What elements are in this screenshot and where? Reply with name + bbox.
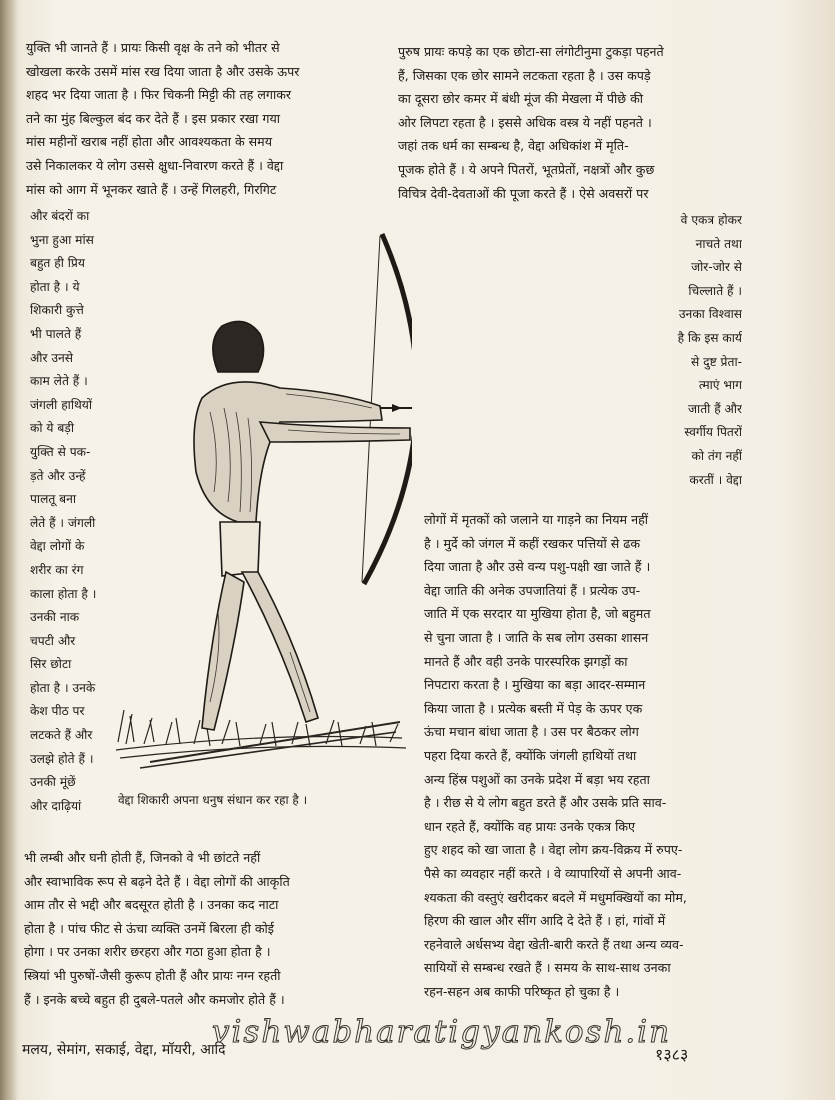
text-line: धान रहते हैं, क्योंकि वह प्रायः उनके एकत्र किए xyxy=(424,818,635,834)
watermark-text: vishwabharatigyankosh.in xyxy=(212,1014,672,1050)
text-line: चिल्लाते हैं । xyxy=(688,283,742,298)
text-line: हुए शहद को खा जाता है । वेद्दा लोग क्रय-विक्रय में रुपए- xyxy=(424,842,683,858)
text-line: वे एकत्र होकर xyxy=(680,213,742,227)
text-line: किया जाता है । प्रत्येक बस्ती में पेड़ के ऊपर एक xyxy=(424,700,643,716)
text-line: करतीं । वेद्दा xyxy=(689,472,742,487)
text-line: वेद्दा लोगों के xyxy=(30,539,85,554)
text-line: श्यकता की वस्तुएं खरीदकर बदले में मधुमक्खियों का मोम, xyxy=(424,889,687,905)
right-column-top-text xyxy=(398,40,780,205)
text-line: स्वर्गीय पितरों xyxy=(684,425,742,440)
text-line: निपटारा करता है । मुखिया का बड़ा आदर-सम्मान xyxy=(424,677,646,693)
text-line: आम तौर से भद्दी और बदसूरत होती है । उनका कद नाटा xyxy=(24,897,279,913)
text-line: भुना हुआ मांस xyxy=(30,232,94,247)
text-line: उलझे होते हैं । xyxy=(30,751,94,766)
text-line: उनकी नाक xyxy=(30,610,80,625)
text-line: रहन-सहन अब काफी परिष्कृत हो चुका है । xyxy=(424,983,620,999)
left-column-wrapped-text xyxy=(30,205,122,818)
text-line: का दूसरा छोर कमर में बंधी मूंज की मेखला में पीछे की xyxy=(398,91,644,107)
text-line: है कि इस कार्य xyxy=(677,330,742,345)
text-line: होगा । पर उनका शरीर छरहरा और गठा हुआ होता है । xyxy=(24,944,271,960)
text-line: शहद भर दिया जाता है । फिर चिकनी मिट्टी की तह लगाकर xyxy=(26,87,292,103)
figure-caption: वेद्दा शिकारी अपना धनुष संधान कर रहा है । xyxy=(118,793,308,807)
text-line: दिया जाता है और उसे वन्य पशु-पक्षी खा जाते हैं । xyxy=(424,559,651,575)
text-line: युक्ति भी जानते हैं । प्रायः किसी वृक्ष के तने को भीतर से xyxy=(26,40,280,55)
text-line: वेद्दा जाति की अनेक उपजातियां हैं । प्रत्येक उप- xyxy=(424,582,641,598)
text-line: चपटी और xyxy=(30,633,76,648)
text-line: तने का मुंह बिल्कुल बंद कर देते हैं । इस प्रकार रखा गया xyxy=(26,110,281,126)
text-line: शरीर का रंग xyxy=(30,562,84,577)
text-line: काम लेते हैं । xyxy=(30,374,88,389)
right-column-wrapped-text xyxy=(636,209,742,492)
text-line: हैं । इनके बच्चे बहुत ही दुबले-पतले और कमजोर होते हैं । xyxy=(24,991,285,1007)
archer-illustration xyxy=(110,222,412,822)
text-line: मांस को आग में भूनकर खाते हैं । उन्हें गिलहरी, गिरगिट xyxy=(26,181,277,197)
text-line: उसे निकालकर ये लोग उससे क्षुधा-निवारण करते हैं । वेद्दा xyxy=(26,157,284,173)
text-line: और स्वाभाविक रूप से बढ़ने देते हैं । वेद्दा लोगों की आकृति xyxy=(24,873,290,889)
text-line: विचित्र देवी-देवताओं की पूजा करते हैं । ऐसे अवसरों पर xyxy=(398,185,649,201)
text-line: जाती हैं और xyxy=(688,401,742,416)
text-line: जंगली हाथियों xyxy=(30,397,92,412)
text-line: भी लम्बी और घनी होती हैं, जिनको वे भी छांटते नहीं xyxy=(24,850,261,865)
text-line: हिरण की खाल और सींग आदि दे देते हैं । हां, गांवों में xyxy=(424,913,666,929)
text-line: सायियों से सम्बन्ध रखते हैं । समय के साथ-साथ उनका xyxy=(424,960,671,976)
text-line: जाति में एक सरदार या मुखिया होता है, जो बहुमत xyxy=(424,606,651,622)
text-line: होता है । उनके xyxy=(30,680,96,695)
text-line: और दाढ़ियां xyxy=(30,798,82,813)
left-column-bottom-text xyxy=(24,846,382,1011)
page-number: १३८३ xyxy=(655,1045,689,1064)
text-line: से चुना जाता है । जाति के सब लोग उसका शासन xyxy=(424,629,649,645)
text-line: हैं, जिसका एक छोर सामने लटकता रहता है । उस कपड़े xyxy=(398,67,651,83)
text-line: शिकारी कुत्ते xyxy=(30,303,84,318)
text-line: लटकते हैं और xyxy=(30,728,93,743)
running-footer: मलय, सेमांग, सकाई, वेद्दा, मॉयरी, आदि xyxy=(22,1042,226,1058)
text-line: काला होता है । xyxy=(30,586,97,601)
text-line: जोर-जोर से xyxy=(691,260,742,275)
text-line: पालतू बना xyxy=(30,492,77,507)
text-line: बहुत ही प्रिय xyxy=(30,256,85,271)
text-line: युक्ति से पक- xyxy=(30,444,91,459)
text-line: ओर लिपटा रहता है । इससे अधिक वस्त्र ये नहीं पहनते । xyxy=(398,114,652,130)
text-line: खोखला करके उसमें मांस रख दिया जाता है और उसके ऊपर xyxy=(26,63,300,79)
text-line: सिर छोटा xyxy=(30,657,72,672)
text-line: भी पालते हैं xyxy=(30,326,82,341)
left-column-top-text xyxy=(26,36,382,201)
text-line: पैसे का व्यवहार नहीं करते । वे व्यापारियों से अपनी आव- xyxy=(424,865,682,881)
text-line: है । रीछ से ये लोग बहुत डरते हैं और उसके प्रति साव- xyxy=(424,795,667,811)
text-line: और बंदरों का xyxy=(30,209,90,223)
text-line: लोगों में मृतकों को जलाने या गाड़ने का नियम नहीं xyxy=(424,512,649,527)
text-line: पुरुष प्रायः कपड़े का एक छोटा-सा लंगोटीनुमा टुकड़ा पहनते xyxy=(398,44,664,59)
right-column-bottom-text xyxy=(424,508,770,1003)
text-line: अन्य हिंस्र पशुओं का उनके प्रदेश में बड़ा भय रहता xyxy=(424,771,650,787)
text-line: पहरा दिया करते हैं, क्योंकि जंगली हाथियों तथा xyxy=(424,747,637,763)
text-line: मांस महीनों खराब नहीं होता और आवश्यकता के समय xyxy=(26,134,272,150)
page-binding-edge xyxy=(0,0,18,1100)
text-line: स्त्रियां भी पुरुषों-जैसी कुरूप होती हैं और प्रायः नग्न रहती xyxy=(24,967,281,983)
text-line: ड़ते और उन्हें xyxy=(30,468,86,483)
text-line: त्माएं भाग xyxy=(698,378,742,393)
text-line: मानते हैं और वही उनके पारस्परिक झगड़ों का xyxy=(424,653,628,669)
text-line: जहां तक धर्म का सम्बन्ध है, वेद्दा अधिकांश में मृति- xyxy=(398,138,629,154)
text-line: उनकी मूंछें xyxy=(30,775,76,790)
text-line: है । मुर्दे को जंगल में कहीं रखकर पत्तियों से ढक xyxy=(424,535,641,551)
text-line: रहनेवाले अर्धसभ्य वेद्दा खेती-बारी करते हैं तथा अन्य व्यव- xyxy=(424,936,684,952)
text-line: नाचते तथा xyxy=(695,236,742,251)
text-line: से दुष्ट प्रेता- xyxy=(690,354,742,369)
text-line: को तंग नहीं xyxy=(691,448,742,463)
text-line: पूजक होते हैं । ये अपने पितरों, भूतप्रेतों, नक्षत्रों और कुछ xyxy=(398,161,655,177)
text-line: को ये बड़ी xyxy=(30,421,74,436)
text-line: होता है । पांच फीट से ऊंचा व्यक्ति उनमें बिरला ही कोई xyxy=(24,920,274,936)
text-line: होता है । ये xyxy=(30,279,80,294)
text-line: उनका विश्वास xyxy=(678,307,742,322)
text-line: केश पीठ पर xyxy=(30,704,85,719)
text-line: ऊंचा मचान बांधा जाता है । उस पर बैठकर लोग xyxy=(424,724,639,740)
text-line: और उनसे xyxy=(30,350,74,365)
text-line: लेते हैं । जंगली xyxy=(30,515,96,530)
